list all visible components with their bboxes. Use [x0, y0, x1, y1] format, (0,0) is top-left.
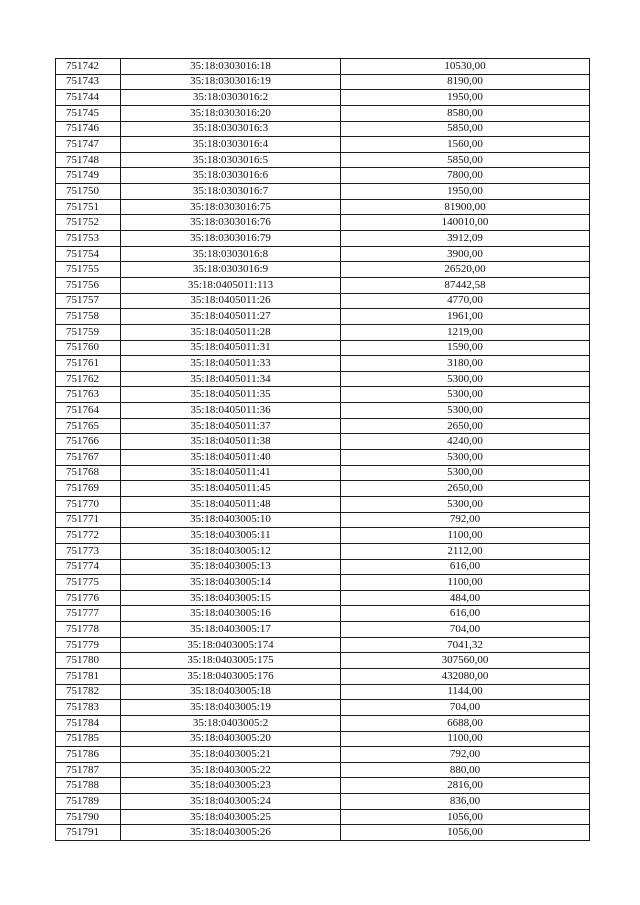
value-cell: 1056,00	[341, 825, 590, 841]
cadastral-number-cell: 35:18:0303016:76	[121, 215, 341, 231]
cadastral-number-cell: 35:18:0303016:3	[121, 121, 341, 137]
table-row	[56, 747, 590, 763]
row-id-cell: 751764	[56, 403, 121, 419]
value-cell: 1144,00	[341, 684, 590, 700]
cadastral-number-cell: 35:18:0405011:35	[121, 387, 341, 403]
row-id-cell: 751782	[56, 684, 121, 700]
row-id-cell: 751758	[56, 309, 121, 325]
cadastral-number-cell: 35:18:0403005:24	[121, 794, 341, 810]
cadastral-number-cell: 35:18:0403005:25	[121, 809, 341, 825]
value-cell: 1100,00	[341, 575, 590, 591]
value-cell: 8580,00	[341, 105, 590, 121]
row-id-cell: 751778	[56, 622, 121, 638]
value-cell: 5300,00	[341, 387, 590, 403]
value-cell: 307560,00	[341, 653, 590, 669]
table-row	[56, 309, 590, 325]
row-id-cell: 751784	[56, 715, 121, 731]
table-body	[56, 59, 590, 841]
cadastral-number-cell: 35:18:0303016:20	[121, 105, 341, 121]
value-cell: 81900,00	[341, 199, 590, 215]
row-id-cell: 751769	[56, 481, 121, 497]
table-row	[56, 90, 590, 106]
row-id-cell: 751761	[56, 356, 121, 372]
cadastral-number-cell: 35:18:0405011:37	[121, 418, 341, 434]
data-table	[55, 58, 590, 841]
table-row	[56, 606, 590, 622]
cadastral-number-cell: 35:18:0405011:45	[121, 481, 341, 497]
row-id-cell: 751743	[56, 74, 121, 90]
cadastral-number-cell: 35:18:0405011:113	[121, 277, 341, 293]
cadastral-number-cell: 35:18:0403005:23	[121, 778, 341, 794]
row-id-cell: 751774	[56, 559, 121, 575]
value-cell: 792,00	[341, 747, 590, 763]
cadastral-number-cell: 35:18:0303016:75	[121, 199, 341, 215]
row-id-cell: 751786	[56, 747, 121, 763]
cadastral-number-cell: 35:18:0403005:174	[121, 637, 341, 653]
cadastral-number-cell: 35:18:0303016:9	[121, 262, 341, 278]
value-cell: 5300,00	[341, 371, 590, 387]
table-row	[56, 74, 590, 90]
value-cell: 7800,00	[341, 168, 590, 184]
row-id-cell: 751788	[56, 778, 121, 794]
row-id-cell: 751754	[56, 246, 121, 262]
cadastral-number-cell: 35:18:0405011:38	[121, 434, 341, 450]
value-cell: 5850,00	[341, 152, 590, 168]
value-cell: 26520,00	[341, 262, 590, 278]
table-row	[56, 215, 590, 231]
cadastral-number-cell: 35:18:0405011:31	[121, 340, 341, 356]
table-row	[56, 403, 590, 419]
cadastral-number-cell: 35:18:0405011:48	[121, 496, 341, 512]
value-cell: 10530,00	[341, 59, 590, 75]
row-id-cell: 751773	[56, 543, 121, 559]
cadastral-number-cell: 35:18:0303016:7	[121, 184, 341, 200]
value-cell: 1100,00	[341, 731, 590, 747]
cadastral-number-cell: 35:18:0405011:41	[121, 465, 341, 481]
cadastral-number-cell: 35:18:0303016:4	[121, 137, 341, 153]
row-id-cell: 751770	[56, 496, 121, 512]
row-id-cell: 751763	[56, 387, 121, 403]
row-id-cell: 751783	[56, 700, 121, 716]
row-id-cell: 751791	[56, 825, 121, 841]
value-cell: 1056,00	[341, 809, 590, 825]
row-id-cell: 751747	[56, 137, 121, 153]
table-row	[56, 465, 590, 481]
cadastral-number-cell: 35:18:0403005:14	[121, 575, 341, 591]
cadastral-number-cell: 35:18:0403005:11	[121, 528, 341, 544]
row-id-cell: 751768	[56, 465, 121, 481]
value-cell: 1560,00	[341, 137, 590, 153]
cadastral-number-cell: 35:18:0405011:36	[121, 403, 341, 419]
table-row	[56, 778, 590, 794]
cadastral-number-cell: 35:18:0303016:5	[121, 152, 341, 168]
value-cell: 5850,00	[341, 121, 590, 137]
cadastral-number-cell: 35:18:0405011:40	[121, 450, 341, 466]
table-row	[56, 575, 590, 591]
row-id-cell: 751762	[56, 371, 121, 387]
row-id-cell: 751752	[56, 215, 121, 231]
table-row	[56, 199, 590, 215]
table-row	[56, 231, 590, 247]
row-id-cell: 751771	[56, 512, 121, 528]
table-row	[56, 715, 590, 731]
row-id-cell: 751767	[56, 450, 121, 466]
value-cell: 484,00	[341, 590, 590, 606]
cadastral-number-cell: 35:18:0403005:19	[121, 700, 341, 716]
row-id-cell: 751744	[56, 90, 121, 106]
cadastral-number-cell: 35:18:0303016:6	[121, 168, 341, 184]
table-row	[56, 152, 590, 168]
cadastral-number-cell: 35:18:0405011:33	[121, 356, 341, 372]
cadastral-number-cell: 35:18:0405011:28	[121, 324, 341, 340]
cadastral-number-cell: 35:18:0405011:27	[121, 309, 341, 325]
value-cell: 87442,58	[341, 277, 590, 293]
table-row	[56, 684, 590, 700]
value-cell: 1100,00	[341, 528, 590, 544]
row-id-cell: 751790	[56, 809, 121, 825]
table-row	[56, 809, 590, 825]
value-cell: 1950,00	[341, 90, 590, 106]
cadastral-number-cell: 35:18:0403005:2	[121, 715, 341, 731]
table-row	[56, 340, 590, 356]
table-row	[56, 262, 590, 278]
row-id-cell: 751751	[56, 199, 121, 215]
row-id-cell: 751777	[56, 606, 121, 622]
row-id-cell: 751787	[56, 762, 121, 778]
table-row	[56, 731, 590, 747]
table-row	[56, 794, 590, 810]
cadastral-number-cell: 35:18:0405011:26	[121, 293, 341, 309]
table-row	[56, 496, 590, 512]
value-cell: 5300,00	[341, 403, 590, 419]
cadastral-number-cell: 35:18:0303016:2	[121, 90, 341, 106]
row-id-cell: 751789	[56, 794, 121, 810]
row-id-cell: 751746	[56, 121, 121, 137]
cadastral-number-cell: 35:18:0403005:13	[121, 559, 341, 575]
row-id-cell: 751757	[56, 293, 121, 309]
value-cell: 3900,00	[341, 246, 590, 262]
table-row	[56, 168, 590, 184]
row-id-cell: 751781	[56, 668, 121, 684]
row-id-cell: 751753	[56, 231, 121, 247]
value-cell: 3912,09	[341, 231, 590, 247]
value-cell: 836,00	[341, 794, 590, 810]
table-row	[56, 387, 590, 403]
cadastral-number-cell: 35:18:0403005:175	[121, 653, 341, 669]
table-row	[56, 512, 590, 528]
value-cell: 616,00	[341, 606, 590, 622]
table-row	[56, 277, 590, 293]
cadastral-number-cell: 35:18:0303016:79	[121, 231, 341, 247]
value-cell: 3180,00	[341, 356, 590, 372]
row-id-cell: 751759	[56, 324, 121, 340]
value-cell: 4770,00	[341, 293, 590, 309]
cadastral-number-cell: 35:18:0403005:10	[121, 512, 341, 528]
value-cell: 5300,00	[341, 450, 590, 466]
row-id-cell: 751775	[56, 575, 121, 591]
table-row	[56, 246, 590, 262]
row-id-cell: 751776	[56, 590, 121, 606]
table-row	[56, 481, 590, 497]
cadastral-number-cell: 35:18:0403005:15	[121, 590, 341, 606]
cadastral-number-cell: 35:18:0303016:18	[121, 59, 341, 75]
row-id-cell: 751772	[56, 528, 121, 544]
table-row	[56, 825, 590, 841]
cadastral-number-cell: 35:18:0403005:17	[121, 622, 341, 638]
value-cell: 704,00	[341, 622, 590, 638]
table-row	[56, 293, 590, 309]
row-id-cell: 751756	[56, 277, 121, 293]
table-row	[56, 543, 590, 559]
table-row	[56, 324, 590, 340]
table-row	[56, 528, 590, 544]
value-cell: 2816,00	[341, 778, 590, 794]
cadastral-number-cell: 35:18:0403005:21	[121, 747, 341, 763]
table-row	[56, 559, 590, 575]
value-cell: 1590,00	[341, 340, 590, 356]
cadastral-number-cell: 35:18:0405011:34	[121, 371, 341, 387]
table-row	[56, 622, 590, 638]
table-row	[56, 121, 590, 137]
value-cell: 704,00	[341, 700, 590, 716]
cadastral-number-cell: 35:18:0403005:16	[121, 606, 341, 622]
row-id-cell: 751750	[56, 184, 121, 200]
row-id-cell: 751742	[56, 59, 121, 75]
value-cell: 1961,00	[341, 309, 590, 325]
table-row	[56, 590, 590, 606]
value-cell: 2650,00	[341, 418, 590, 434]
cadastral-number-cell: 35:18:0403005:22	[121, 762, 341, 778]
value-cell: 6688,00	[341, 715, 590, 731]
table-row	[56, 371, 590, 387]
cadastral-number-cell: 35:18:0403005:12	[121, 543, 341, 559]
value-cell: 4240,00	[341, 434, 590, 450]
row-id-cell: 751760	[56, 340, 121, 356]
table-row	[56, 356, 590, 372]
value-cell: 880,00	[341, 762, 590, 778]
cadastral-number-cell: 35:18:0403005:18	[121, 684, 341, 700]
row-id-cell: 751749	[56, 168, 121, 184]
value-cell: 1219,00	[341, 324, 590, 340]
table-row	[56, 59, 590, 75]
cadastral-number-cell: 35:18:0303016:19	[121, 74, 341, 90]
row-id-cell: 751745	[56, 105, 121, 121]
row-id-cell: 751766	[56, 434, 121, 450]
cadastral-number-cell: 35:18:0403005:26	[121, 825, 341, 841]
table-row	[56, 418, 590, 434]
cadastral-number-cell: 35:18:0303016:8	[121, 246, 341, 262]
table-row	[56, 653, 590, 669]
value-cell: 8190,00	[341, 74, 590, 90]
table-row	[56, 137, 590, 153]
value-cell: 7041,32	[341, 637, 590, 653]
table-row	[56, 637, 590, 653]
value-cell: 2112,00	[341, 543, 590, 559]
value-cell: 5300,00	[341, 465, 590, 481]
table-row	[56, 105, 590, 121]
row-id-cell: 751748	[56, 152, 121, 168]
row-id-cell: 751765	[56, 418, 121, 434]
row-id-cell: 751755	[56, 262, 121, 278]
table-row	[56, 450, 590, 466]
cadastral-number-cell: 35:18:0403005:20	[121, 731, 341, 747]
value-cell: 432080,00	[341, 668, 590, 684]
value-cell: 616,00	[341, 559, 590, 575]
value-cell: 1950,00	[341, 184, 590, 200]
table-row	[56, 668, 590, 684]
row-id-cell: 751785	[56, 731, 121, 747]
table-row	[56, 184, 590, 200]
value-cell: 792,00	[341, 512, 590, 528]
table-row	[56, 434, 590, 450]
value-cell: 5300,00	[341, 496, 590, 512]
cadastral-number-cell: 35:18:0403005:176	[121, 668, 341, 684]
value-cell: 140010,00	[341, 215, 590, 231]
row-id-cell: 751780	[56, 653, 121, 669]
table-row	[56, 700, 590, 716]
table-row	[56, 762, 590, 778]
value-cell: 2650,00	[341, 481, 590, 497]
row-id-cell: 751779	[56, 637, 121, 653]
